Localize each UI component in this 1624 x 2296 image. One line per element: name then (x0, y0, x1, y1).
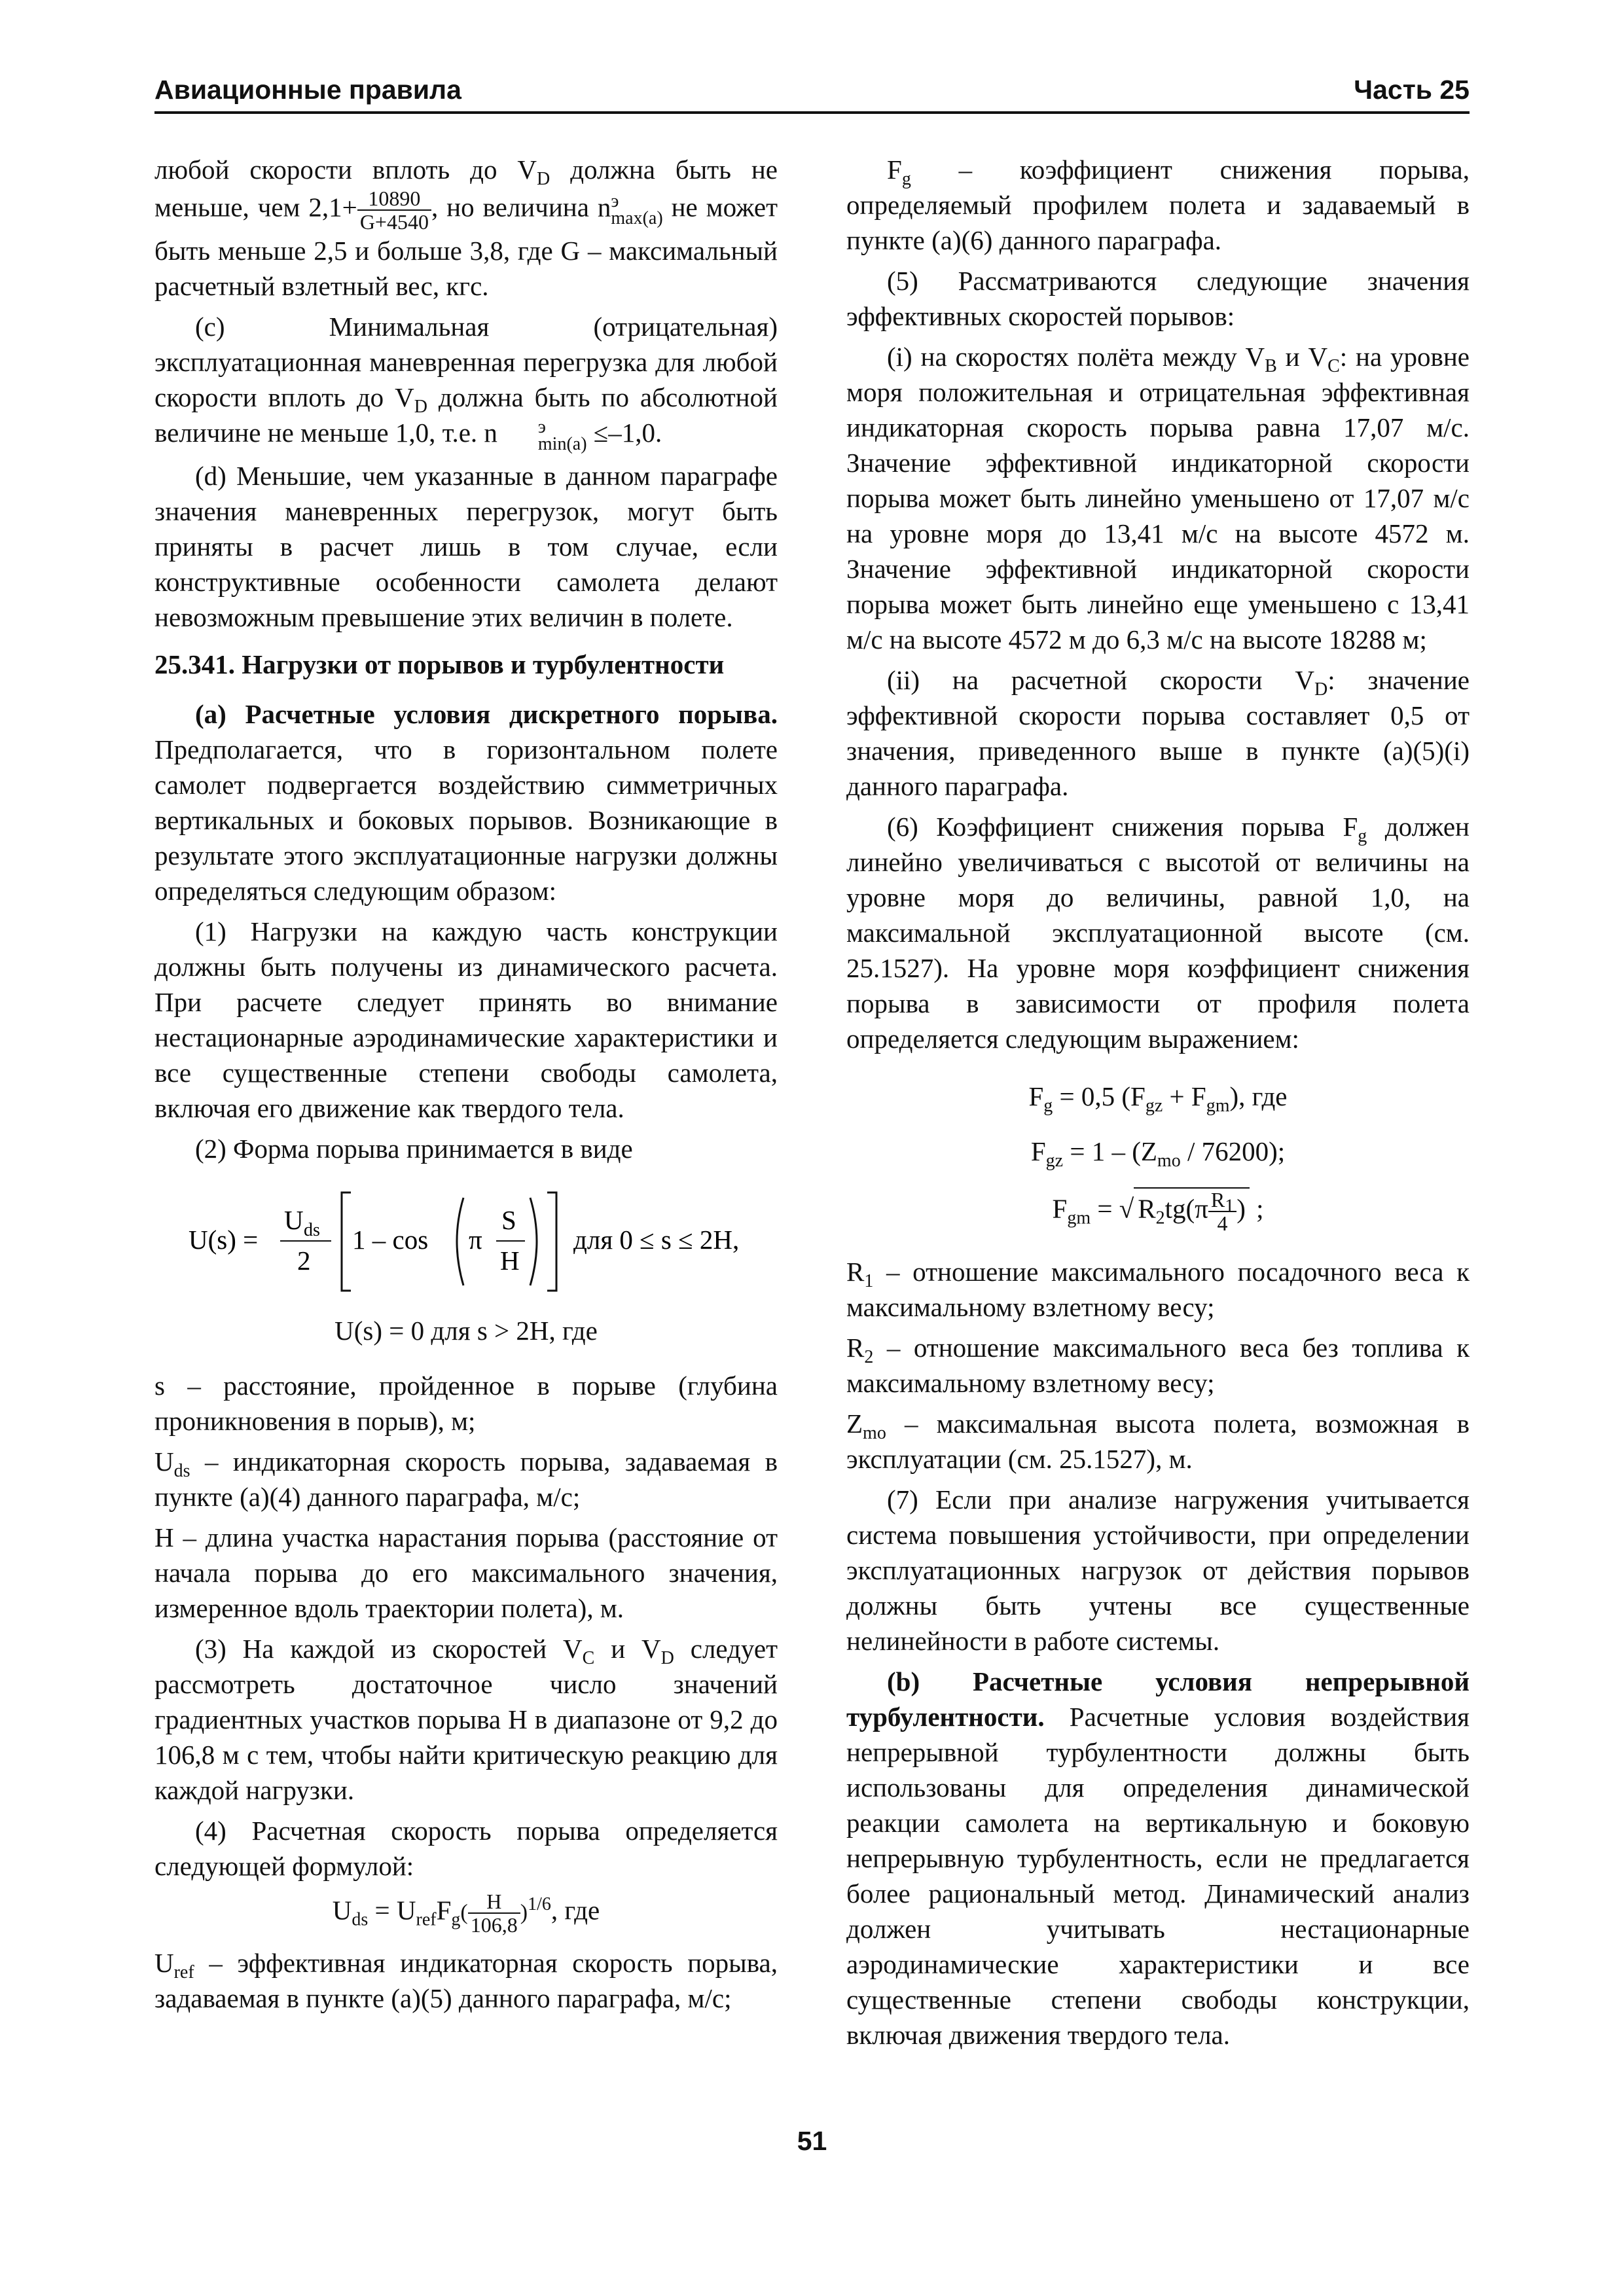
text: = 1 – (Z (1063, 1136, 1157, 1166)
subscript: min(a) (537, 433, 587, 454)
gust-formula-graphic (154, 1179, 778, 1304)
fraction (357, 187, 431, 233)
subscript: gz (1045, 1151, 1064, 1172)
formula-pi: π (469, 1224, 482, 1255)
definition-fg (846, 152, 1470, 258)
right-column (846, 152, 1470, 2058)
text: не может быть меньше 2,5 и больше 3,8, где G – максимальный расчетный взлетный вес, кгс. (154, 192, 778, 301)
text: – коэффициент снижения порыва, определяемый профилем полета и задаваемый в пункте (a)(6) данного параграфа. (846, 154, 1470, 255)
text: (3) На каждой из скоростей V (195, 1633, 583, 1664)
left-paren (457, 1198, 463, 1285)
paragraph-d: (d) Меньшие, чем указанные в данном параграфе значения маневренных перегрузок, могут быть приняты в расчет лишь в том случае, если конструктивные особенности самолета делают невозможным превышение этих величин в полете. (154, 460, 778, 632)
formula-numerator-sub: ds (304, 1219, 320, 1240)
gust-zero-formula: U(s) = 0 для s > 2H, где (334, 1315, 598, 1346)
text: = U (368, 1895, 416, 1925)
paragraph-a5: (5) Рассматриваются следующие значения эффективных скоростей порывов: (846, 266, 1470, 331)
subscript: 1 (1225, 1196, 1235, 1217)
fraction-numerator: 10890 (357, 187, 431, 211)
subscript: C (582, 1647, 595, 1668)
right-paren (530, 1198, 537, 1285)
subscript: ref (173, 1962, 194, 1982)
text: должна быть по абсолютной величине не меньше 1,0, т.е. n (154, 382, 778, 448)
subscript: ds (173, 1460, 190, 1481)
paragraph-a3 (154, 1631, 778, 1808)
uds-formula (154, 1890, 778, 1936)
formula-s: S (501, 1204, 516, 1235)
text: + F (1163, 1081, 1206, 1111)
radicand (1134, 1187, 1250, 1234)
superscript: 1/6 (528, 1893, 551, 1914)
paragraph-b (846, 1664, 1470, 2053)
text: F (1030, 1136, 1046, 1166)
subscript: gm (1206, 1096, 1230, 1117)
text: и V (1276, 342, 1328, 372)
right-bracket (547, 1193, 556, 1291)
text: – максимальная высота полета, возможная в эксплуатации (см. 25.1527), м. (846, 1408, 1470, 1474)
subscript: 2 (1155, 1208, 1165, 1229)
text: должна быть не меньше, чем 2,1+ (154, 154, 778, 223)
subscript: gm (1067, 1208, 1091, 1229)
paren: ) (520, 1900, 528, 1924)
paragraph-c (154, 309, 778, 453)
subscript: g (901, 169, 911, 190)
subscript: g (1043, 1096, 1053, 1117)
paren: ( (460, 1900, 468, 1924)
formula-h: H (500, 1245, 520, 1276)
subscript: g (1358, 826, 1367, 847)
subscript: B (1265, 356, 1277, 377)
definition-r1 (846, 1254, 1470, 1325)
formula-range: для 0 ≤ s ≤ 2H, (573, 1224, 740, 1255)
text: Z (846, 1408, 863, 1439)
subscript: C (1327, 356, 1340, 377)
formula-denominator: 2 (297, 1245, 311, 1276)
formula-one-minus-cos: 1 – cos (352, 1224, 429, 1255)
gust-shape-formula (154, 1179, 778, 1304)
paragraph-a2: (2) Форма порыва принимается в виде (195, 1133, 633, 1164)
subscript: D (414, 397, 427, 418)
subscript: D (1314, 679, 1328, 700)
definition-uds (154, 1444, 778, 1515)
subscript: ref (416, 1909, 437, 1930)
text: F (1052, 1193, 1068, 1224)
fraction-numerator: H (468, 1890, 520, 1914)
header-part: Часть 25 (1354, 75, 1470, 105)
header-rule (154, 111, 1470, 114)
paragraph-b-continuation (154, 152, 778, 304)
paragraph-a5-ii (846, 662, 1470, 804)
text: R (1210, 1188, 1225, 1211)
fraction-denominator: G+4540 (359, 210, 429, 234)
fraction-numerator (1208, 1188, 1236, 1217)
paragraph-a4: (4) Расчетная скорость порыва определяется следующей формулой: (154, 1815, 778, 1881)
subscript: D (660, 1647, 674, 1668)
text: F (887, 154, 902, 185)
section-title: 25.341. Нагрузки от порывов и турбулентности (154, 649, 725, 679)
subscript: 1 (864, 1271, 874, 1292)
page-number: 51 (797, 2126, 827, 2156)
text: , но величина n (431, 192, 611, 223)
definition-uref (154, 1945, 778, 2016)
text: = 0,5 (F (1053, 1081, 1146, 1111)
fraction-denominator: 4 (1217, 1211, 1228, 1235)
text: – эффективная индикаторная скорость порыва, задаваемая в пункте (a)(5) данного параграфа, м/с; (154, 1947, 778, 2013)
text: R (846, 1333, 865, 1363)
text: R (1138, 1193, 1156, 1224)
subscript: gz (1145, 1096, 1163, 1117)
text: U (332, 1895, 352, 1925)
formula-lhs: U(s) = (189, 1224, 259, 1255)
text: – отношение максимального посадочного веса к максимальному взлетному весу; (846, 1257, 1470, 1322)
subscript: D (537, 169, 550, 190)
text: U (154, 1446, 174, 1477)
subscript: 2 (864, 1347, 874, 1368)
text: ; (1249, 1193, 1264, 1224)
text: ), где (1229, 1081, 1288, 1111)
paragraph-a1: (1) Нагрузки на каждую часть конструкции должны быть получены из динамического расчета. При расчете следует принять во внимание нестационарные аэродинамические характеристики и все существенные степени свободы самолета, включая его движение как твердого тела. (154, 916, 778, 1123)
definition-s: s – расстояние, пройденное в порыве (глубина проникновения в порыв), м; (154, 1370, 778, 1436)
definition-h: H – длина участка нарастания порыва (расстояние от начала порыва до его максимального значения, измеренное вдоль траектории полета), м. (154, 1522, 778, 1623)
bold-heading: (a) Расчетные условия дискретного порыва. (195, 698, 778, 729)
text: = (1091, 1193, 1119, 1224)
superscript: э (537, 416, 546, 437)
text: ≤–1,0. (586, 418, 662, 448)
fraction-denominator: 106,8 (470, 1912, 518, 1937)
text: любой скорости вплоть до V (154, 154, 537, 185)
subscript: mo (1157, 1151, 1181, 1172)
text: должен линейно увеличиваться с высотой от величины на уровне моря до величины, равной 1,0, на максимальной эксплуатационной высоте (см. 25.1527). На уровне моря коэффициент снижения порыва в зависимости от профиля полета определяется следующим выражением: (846, 812, 1470, 1054)
paragraph-a (154, 696, 778, 908)
text: (6) Коэффициент снижения порыва F (887, 812, 1358, 842)
fg-formula (846, 1079, 1470, 1117)
text: F (436, 1895, 452, 1925)
formula-numerator: U (284, 1204, 304, 1235)
superscript: э (611, 191, 619, 211)
subscript: g (451, 1909, 461, 1930)
text: Предполагается, что в горизонтальном полете самолет подвергается воздействию симметричных вертикальных и боковых порывов. Возникающие в результате этого эксплуатационные нагрузки должны определяться следующим образом: (154, 734, 778, 906)
text: / 76200); (1180, 1136, 1286, 1166)
fraction (468, 1890, 520, 1936)
text: F (1028, 1081, 1044, 1111)
text: Расчетные условия воздействия непрерывной турбулентности должны быть использованы для определения динамической реакции самолета на вертикальную и боковую непрерывную турбулентность, если не предлагается более рациональный метод. Динамический анализ должен учитывать нестационарные аэродинамические характеристики и все существенные степени свободы конструкции, включая движения твердого тела. (846, 1702, 1470, 2050)
text: ) (1236, 1193, 1246, 1224)
text: , где (550, 1895, 600, 1925)
fgm-formula (846, 1187, 1470, 1234)
text: – отношение максимального веса без топлива к максимальному взлетному весу; (846, 1333, 1470, 1398)
subscript: max(a) (611, 208, 663, 228)
left-bracket (342, 1193, 351, 1291)
text: и V (594, 1633, 661, 1664)
text: следует рассмотреть достаточное число значений градиентных участков порыва H в диапазоне от 9,2 до 106,8 м с тем, чтобы найти критическую реакцию для каждой нагрузки. (154, 1633, 778, 1805)
subscript: ds (352, 1909, 369, 1930)
text: – индикаторная скорость порыва, задаваемая в пункте (a)(4) данного параграфа, м/с; (154, 1446, 778, 1512)
text: : значение эффективной скорости порыва составляет 0,5 от значения, приведенного выше в пункте (a)(5)(i) данного параграфа. (846, 665, 1470, 801)
text: tg(π (1164, 1193, 1208, 1224)
definition-zmo (846, 1406, 1470, 1477)
sqrt-sign: √ (1119, 1193, 1134, 1224)
fraction (1208, 1189, 1236, 1234)
paragraph-a5-i (846, 339, 1470, 657)
definition-r2 (846, 1330, 1470, 1401)
text: (c) Минимальная (отрицательная) эксплуатационная маневренная перегрузка для любой скорости вплоть до V (154, 312, 778, 412)
text: R (846, 1257, 865, 1287)
fgz-formula (846, 1134, 1470, 1172)
paragraph-a7: (7) Если при анализе нагружения учитывается система повышения устойчивости, при определении эксплуатационных нагрузок от действия порывов должны быть учтены все существенные нелинейности в работе системы. (846, 1484, 1470, 1656)
text: U (154, 1947, 174, 1978)
paragraph-a6 (846, 809, 1470, 1056)
text: (i) на скоростях полёта между V (887, 342, 1265, 372)
text: (ii) на расчетной скорости V (887, 665, 1314, 695)
left-column (154, 152, 778, 2021)
header-title: Авиационные правила (154, 75, 461, 105)
subscript: mo (863, 1423, 886, 1444)
text: : на уровне моря положительная и отрицательная эффективная индикаторная скорость порыва равна 17,07 м/с. Значение эффективной индикаторной скорости порыва может быть линейно уменьшено от 17,07 м/с на уровне моря до 13,41 м/с на высоте 4572 м. Значение эффективной индикаторной скорости порыва может быть линейно еще уменьшено с 13,41 м/с на высоте 4572 м до 6,3 м/с на высоте 18288 м; (846, 342, 1470, 655)
bold-heading: (b) Расчетные условия непрерывной турбулентности. (846, 1666, 1470, 1732)
